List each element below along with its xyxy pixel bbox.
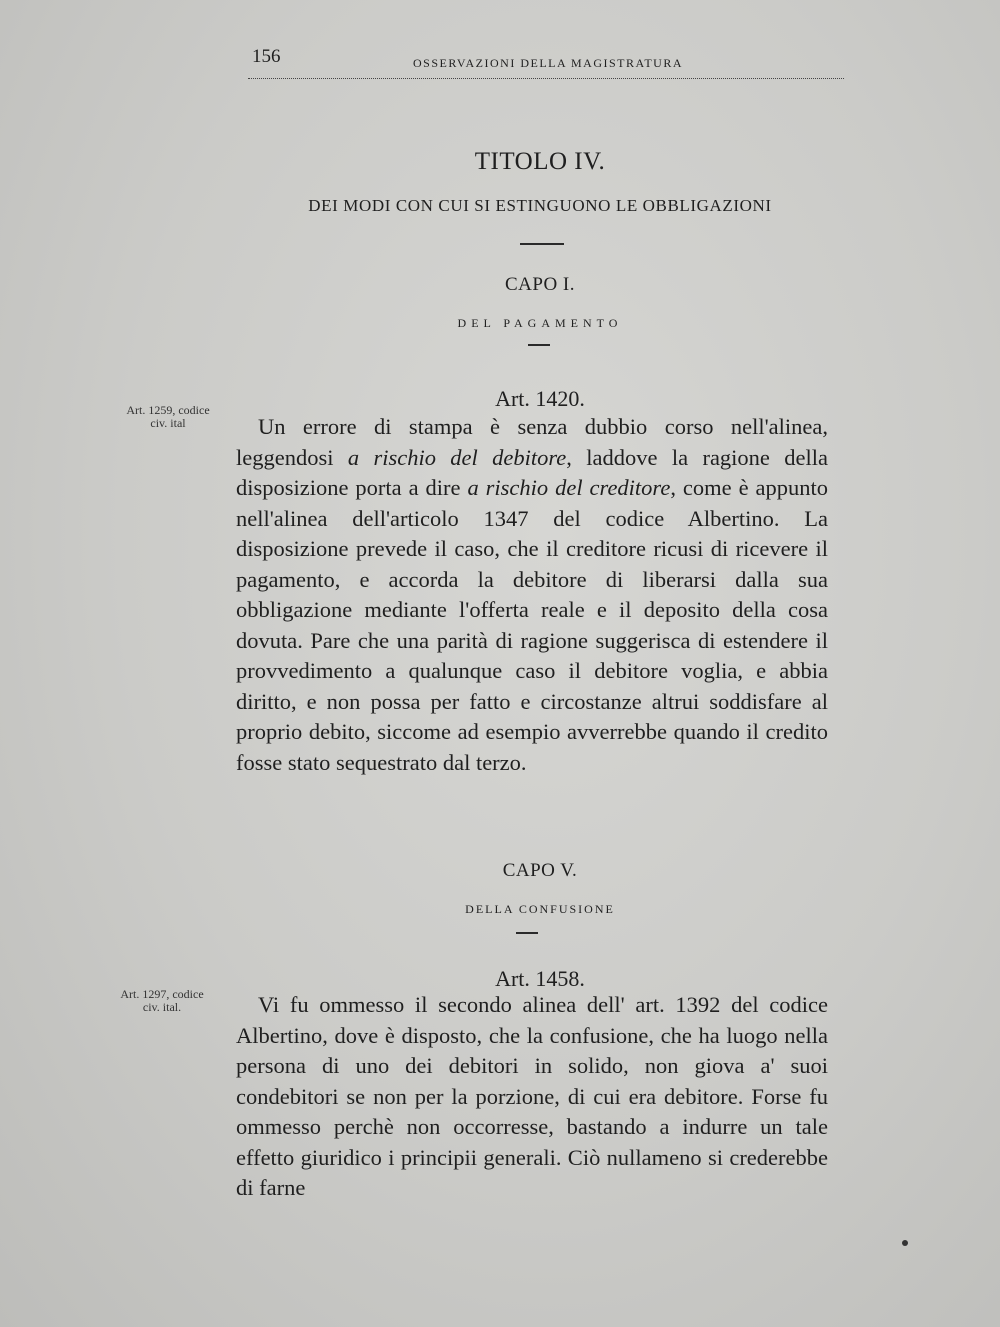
- italic-phrase: a rischio del debitore: [347, 444, 567, 470]
- body-text: , laddove la ragione della disposizione porta a dire: [236, 444, 828, 500]
- title-heading: TITOLO IV.: [474, 148, 606, 175]
- divider-rule: [520, 243, 564, 245]
- running-title: OSSERVAZIONI DELLA MAGISTRATURA: [413, 56, 683, 70]
- ink-spot: [902, 1240, 908, 1246]
- article-paragraph: Vi fu ommesso il secondo alinea dell' art. 1392 del codice Albertino, dove è disposto, che la confusione, che ha luogo nella persona di uno dei debitori in solido, non giova a' suoi condebitori se non per la porzione, di cui era debitore. Forse fu ommesso perchè non occorresse, bastando a indurre un tale effetto giuridico i principii generali. Ciò nullameno si crederebbe di farne: [236, 992, 828, 1200]
- divider-rule: [516, 932, 538, 934]
- article-body: [236, 990, 828, 1204]
- margin-note: [106, 988, 218, 1014]
- margin-note-line: Art. 1259, codice: [126, 403, 210, 417]
- article-heading: Art. 1458.: [495, 966, 585, 991]
- margin-note: [112, 404, 224, 430]
- page-header: [248, 44, 844, 79]
- capo-heading: CAPO I.: [504, 274, 575, 295]
- margin-note-line: civ. ital.: [142, 1000, 182, 1014]
- article-body: [236, 412, 828, 778]
- capo-subtitle: DEL PAGAMENTO: [457, 316, 623, 330]
- article-paragraph: [236, 412, 828, 778]
- capo-subtitle: DELLA CONFUSIONE: [465, 902, 615, 916]
- divider-rule: [528, 344, 550, 346]
- body-text: , come è appunto nell'alinea dell'articolo 1347 del codice Albertino. La disposizione prevede il caso, che il creditore ricusi di ricevere il pagamento, e accorda la debitore di liberarsi dalla sua obbligazione mediante l'offerta reale e il deposito della cosa dovuta. Pare che una parità di ragione suggerisca di estendere il provvedimento a qualunque caso il debitore voglia, e abbia diritto, e non possa per fatto e circostanze altrui soddisfare al proprio debito, siccome ad esempio avverrebbe quando il credito fosse stato sequestrato dal terzo.: [236, 475, 828, 775]
- body-text: Un errore di stampa è senza dubbio corso nell'alinea, leggendosi: [236, 414, 828, 470]
- article-heading: Art. 1420.: [495, 386, 585, 411]
- capo-heading: CAPO V.: [502, 860, 578, 881]
- italic-phrase: a rischio del creditore: [467, 475, 671, 500]
- margin-note-line: civ. ital: [150, 416, 186, 430]
- margin-note-line: Art. 1297, codice: [120, 987, 204, 1001]
- page-number: 156: [252, 46, 281, 67]
- title-subtitle: DEI MODI CON CUI SI ESTINGUONO LE OBBLIGAZIONI: [308, 196, 772, 215]
